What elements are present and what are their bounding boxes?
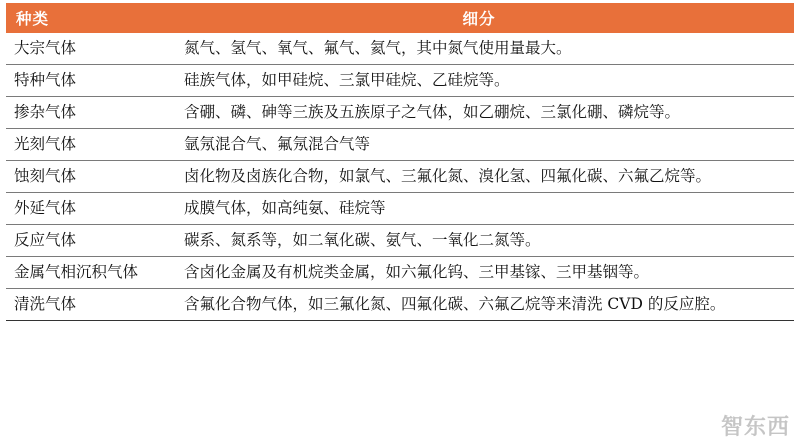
table-row [6, 193, 794, 225]
row-category: 特种气体 [6, 65, 164, 97]
row-category: 金属气相沉积气体 [6, 257, 164, 289]
table-header-row [6, 3, 794, 33]
table-row [6, 225, 794, 257]
watermark-logo: 智东西 [720, 415, 790, 440]
table-row [6, 65, 794, 97]
row-detail: 含硼、磷、砷等三族及五族原子之气体，如乙硼烷、三氯化硼、磷烷等。 [164, 97, 794, 129]
row-category: 大宗气体 [6, 33, 164, 65]
table-row [6, 257, 794, 289]
gas-classification-table-container [6, 3, 794, 321]
table-row [6, 129, 794, 161]
table-row [6, 33, 794, 65]
row-category: 反应气体 [6, 225, 164, 257]
row-detail: 硅族气体，如甲硅烷、三氯甲硅烷、乙硅烷等。 [164, 65, 794, 97]
table-row [6, 161, 794, 193]
header-detail: 细分 [462, 9, 496, 28]
gas-classification-table [6, 3, 794, 321]
row-category: 光刻气体 [6, 129, 164, 161]
row-detail: 含氟化合物气体，如三氟化氮、四氟化碳、六氟乙烷等来清洗 CVD 的反应腔。 [164, 289, 794, 321]
row-detail: 成膜气体，如高纯氨、硅烷等 [164, 193, 794, 225]
table-row [6, 97, 794, 129]
row-detail: 氮气、氢气、氧气、氟气、氦气，其中氮气使用量最大。 [164, 33, 794, 65]
row-category: 掺杂气体 [6, 97, 164, 129]
row-detail: 卤化物及卤族化合物，如氯气、三氟化氮、溴化氢、四氟化碳、六氟乙烷等。 [164, 161, 794, 193]
table-row [6, 289, 794, 321]
row-category: 外延气体 [6, 193, 164, 225]
row-category: 清洗气体 [6, 289, 164, 321]
row-detail: 碳系、氮系等，如二氧化碳、氨气、一氧化二氮等。 [164, 225, 794, 257]
row-detail: 氩氖混合气、氟氖混合气等 [164, 129, 794, 161]
header-category: 种类 [16, 9, 50, 28]
row-detail: 含卤化金属及有机烷类金属，如六氟化钨、三甲基镓、三甲基铟等。 [164, 257, 794, 289]
row-category: 蚀刻气体 [6, 161, 164, 193]
